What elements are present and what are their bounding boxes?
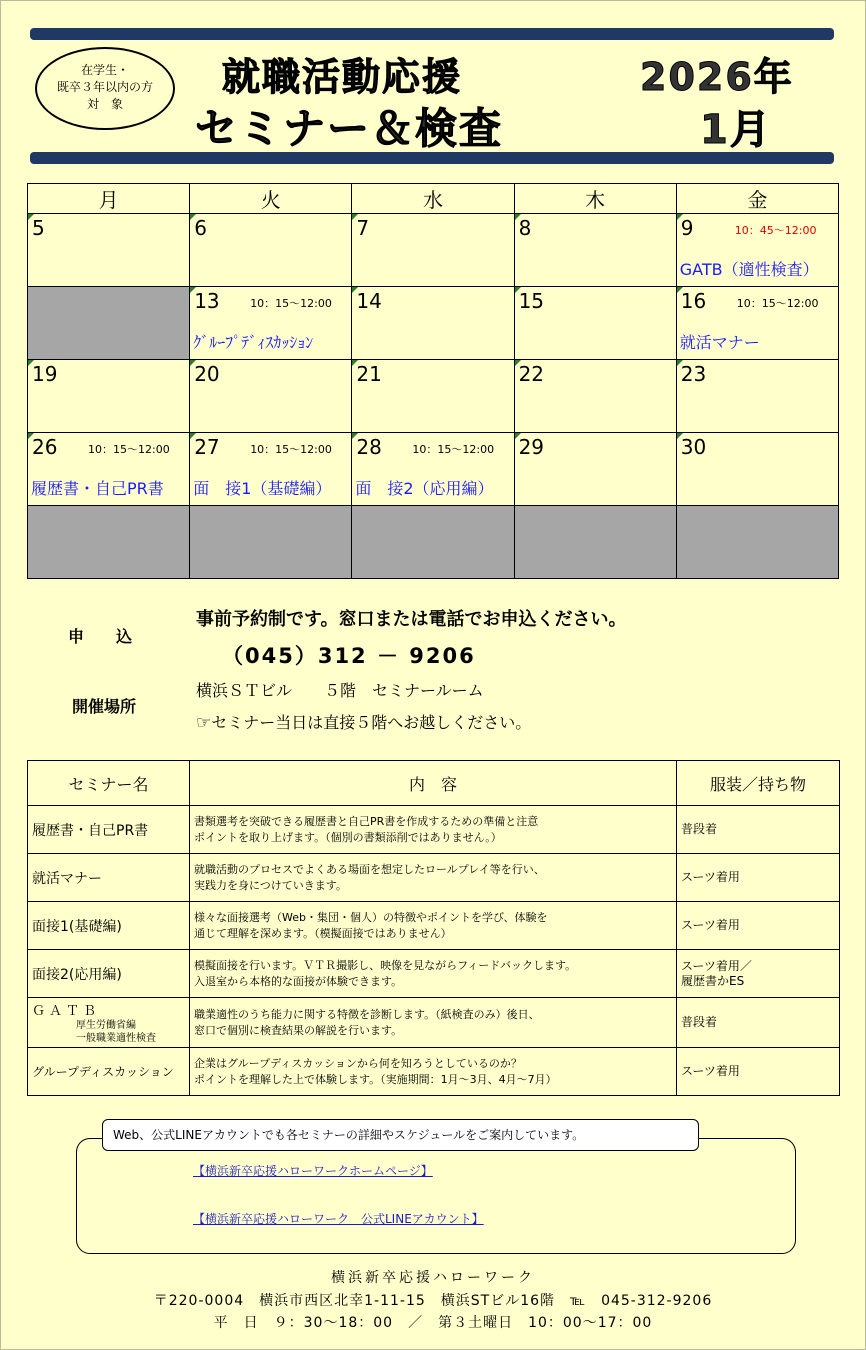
calendar-day-cell [676,287,838,360]
seminar-content-cell [190,998,677,1048]
seminar-event: 面 接1（基礎編） [193,479,332,498]
seminar-name-cell: 面接2(応用編) [28,950,190,998]
seminar-row [28,902,840,950]
seminar-content-line: 様々な面接選考（Web・集団・個人）の特徴やポイントを学び、体験を [194,910,548,924]
seminar-name: ＧＡＴＢ [32,1004,101,1019]
calendar-week-row [28,433,839,506]
seminar-dress-header: 服装／持ち物 [677,761,840,806]
calendar-day-cell [352,287,514,360]
calendar-day-cell [190,506,352,579]
seminar-name-cell [28,998,190,1048]
seminar-content-line: ポイントを理解した上で体験します。（実施期間：1月～3月、4月～7月） [194,1072,557,1086]
venue-text: 横浜ＳＴビル ５階 セミナールーム [196,681,484,700]
seminar-event: ｸﾞﾙｰﾌﾟﾃﾞｨｽｶｯｼｮﾝ [193,333,314,352]
oval-line: 既卒３年以内の方 [56,80,153,94]
calendar-day-cell [514,287,676,360]
weekday-header: 金 [676,184,838,214]
footer-org: 横浜新卒応援ハローワーク [331,1270,535,1286]
calendar-day-cell [676,360,838,433]
footer-address: 〒220-0004 横浜市西区北幸1-11-15 横浜STビル16階 ℡ 045-312-9206 [153,1293,713,1309]
seminar-dress-cell: スーツ着用 [677,1048,840,1096]
seminar-name-cell: 面接1(基礎編) [28,902,190,950]
seminar-content-line: 書類選考を突破できる履歴書と自己PR書を作成するための準備と注意 [194,814,539,828]
calendar-day-cell [514,506,676,579]
session-time: 10：15～12:00 [736,297,819,310]
calendar-day-cell [190,214,352,287]
calendar-table [27,183,839,579]
session-time: 10：15～12:00 [412,443,495,456]
venue-note [196,710,531,733]
calendar-day-cell [28,433,190,506]
calendar-day-cell [514,214,676,287]
seminar-row [28,998,840,1048]
calendar-day-cell [352,214,514,287]
seminar-name-header: セミナー名 [28,761,190,806]
pointing-hand-icon: ☞ [196,713,212,733]
day-number: 21 [356,362,382,386]
session-time: 10：45～12:00 [734,224,817,237]
seminar-content-line: 入退室から本格的な面接が体験できます。 [194,974,403,988]
seminar-dress-cell: スーツ着用 [677,902,840,950]
info-box [76,1138,796,1254]
seminar-table [27,760,840,1096]
oval-line: 対 象 [86,97,123,111]
calendar-day-cell [190,433,352,506]
venue-note-text: セミナー当日は直接５階へお越しください。 [211,713,532,732]
seminar-name-cell: グループディスカッション [28,1048,190,1096]
day-number: 20 [194,362,220,386]
seminar-content-line: 職業適性のうち能力に関する特徴を診断します。（紙検査のみ）後日、 [194,1007,540,1021]
seminar-name-cell: 就活マナー [28,854,190,902]
seminar-row [28,806,840,854]
session-time: 10：15～12:00 [88,443,170,456]
calendar-day-cell [352,360,514,433]
calendar-day-cell [514,433,676,506]
seminar-dress-cell: 普段着 [677,806,840,854]
seminar-row [28,950,840,998]
day-number: 28 [356,435,382,459]
line-account-link[interactable]: 【横浜新卒応援ハローワーク 公式LINEアカウント】 [193,1212,484,1226]
day-number: 23 [680,362,707,386]
calendar-day-cell [676,433,838,506]
day-number: 14 [356,289,382,313]
seminar-content-line: 就職活動のプロセスでよくある場面を想定したロールプレイ等を行い、 [194,862,545,876]
weekday-header: 木 [514,184,676,214]
seminar-content-line: 窓口で個別に検査結果の解説を行います。 [194,1023,403,1037]
calendar-week-row [28,360,839,433]
calendar-day-cell [28,214,190,287]
calendar-day-cell [676,506,838,579]
day-number: 8 [518,216,532,240]
seminar-row [28,854,840,902]
day-number: 7 [356,216,370,240]
title-line1: 就職活動応援 [222,55,463,99]
calendar-day-cell [514,360,676,433]
year: 2026年 [640,55,794,99]
reservation-text: 事前予約制です。窓口または電話でお申込ください。 [196,609,627,630]
calendar-day-cell [190,287,352,360]
seminar-content-line: 実践力を身につけていきます。 [194,878,347,892]
seminar-event: 面 接2（応用編） [355,479,494,498]
seminar-name-cell: 履歴書・自己PR書 [28,806,190,854]
calendar-day-cell [28,287,190,360]
seminar-event: 就活マナー [679,333,760,352]
month: 1月 [700,107,772,153]
seminar-content-header: 内 容 [190,761,677,806]
seminar-content-cell [190,806,677,854]
seminar-row [28,1048,840,1096]
day-number: 29 [518,435,545,459]
weekday-header: 水 [352,184,514,214]
footer-hours: 平 日 ９：30～18：00 ／ 第３土曜日 10：00～17：00 [213,1315,653,1331]
seminar-name-sub: 厚生労働省編 [76,1020,136,1031]
homepage-link[interactable]: 【横浜新卒応援ハローワークホームページ】 [193,1164,433,1178]
day-number: 6 [194,216,207,240]
seminar-name-sub: 一般職業適性検査 [76,1033,156,1044]
day-number: 22 [518,362,545,386]
seminar-content-cell [190,902,677,950]
day-number: 26 [32,435,58,459]
calendar-day-cell [190,360,352,433]
calendar-day-cell [28,506,190,579]
calendar-day-cell [352,506,514,579]
calendar-day-cell [28,360,190,433]
day-number: 13 [194,289,220,313]
seminar-content-cell [190,854,677,902]
session-time: 10：15～12:00 [250,443,332,456]
phone-number: （045）312 － 9206 [222,644,476,668]
seminar-event: 履歴書・自己PR書 [31,479,164,498]
seminar-content-cell [190,950,677,998]
apply-label: 申 込 [68,627,133,646]
seminar-dress-cell: 普段着 [677,998,840,1048]
calendar-day-cell [352,433,514,506]
calendar-day-cell [676,214,838,287]
calendar-week-row [28,214,839,287]
day-number: 9 [680,216,694,240]
day-number: 16 [680,289,707,313]
seminar-content-line: 企業はグループディスカッションから何を知ろうとしているのか？ [194,1056,522,1070]
seminar-event: GATB（適性検査） [679,260,819,279]
calendar-header-row [28,184,839,214]
title-line2: セミナー＆検査 [195,104,504,153]
day-number: 30 [680,435,707,459]
oval-line: 在学生・ [80,63,129,77]
day-number: 5 [32,216,45,240]
target-audience-oval [35,47,175,130]
seminar-content-line: 模擬面接を行います。ＶＴＲ撮影し、映像を見ながらフィードバックします。 [194,958,577,972]
seminar-content-line: ポイントを取り上げます。（個別の書類添削ではありません。） [194,830,502,844]
session-time: 10：15～12:00 [250,297,332,310]
weekday-header: 月 [28,184,190,214]
day-number: 19 [32,362,58,386]
calendar-week-row [28,506,839,579]
calendar-week-row [28,287,839,360]
info-tab: Web、公式LINEアカウントでも各セミナーの詳細やスケジュールをご案内しています。 [102,1119,699,1151]
weekday-header: 火 [190,184,352,214]
seminar-dress-cell: スーツ着用 [677,854,840,902]
seminar-content-line: 通じて理解を深めます。（模擬面接ではありません） [194,926,452,940]
seminar-header-row [28,761,840,806]
seminar-dress-cell: スーツ着用／ 履歴書かES [677,950,840,998]
header-top-bar [30,28,834,40]
day-number: 15 [518,289,545,313]
seminar-content-cell [190,1048,677,1096]
venue-label: 開催場所 [72,697,137,716]
day-number: 27 [194,435,220,459]
